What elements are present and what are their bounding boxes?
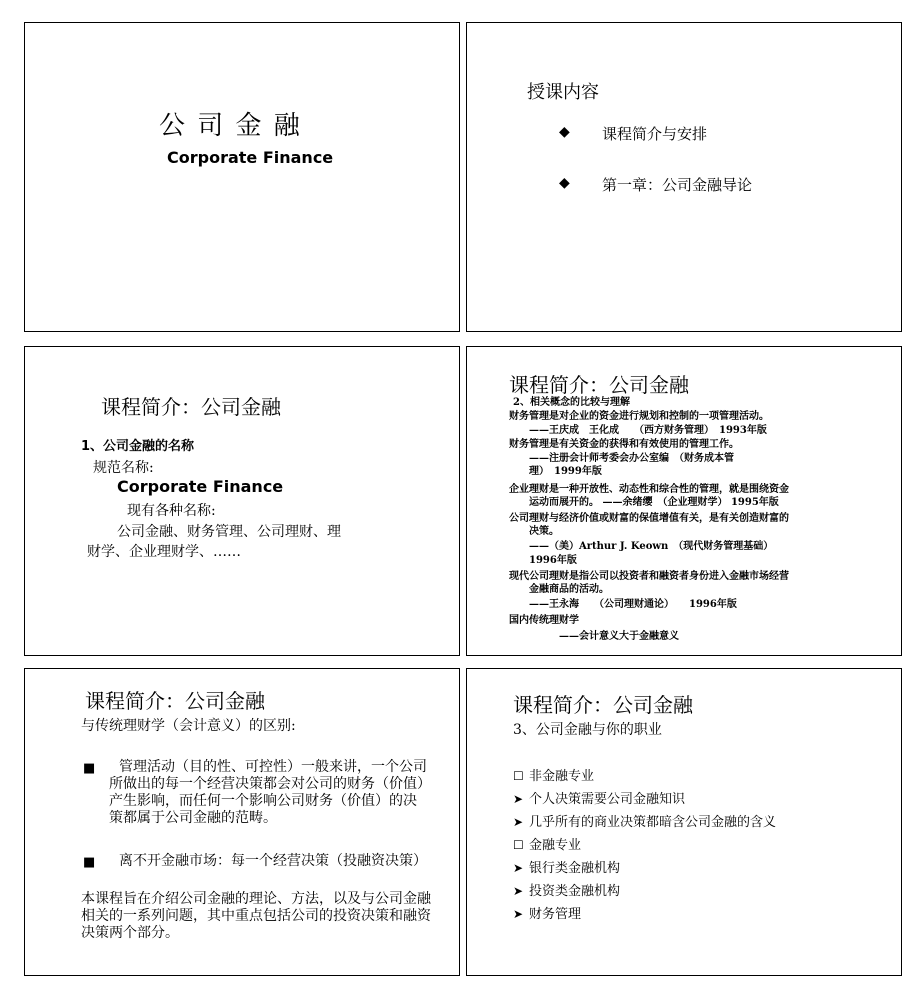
arrow-bullet-icon: ➤	[513, 884, 524, 898]
arrow-bullet-icon: ➤	[513, 861, 524, 875]
slide-4-title: 课程简介：公司金融	[509, 373, 689, 397]
slide-6-title: 课程简介：公司金融	[513, 693, 693, 717]
arrow-bullet-icon: ➤	[513, 792, 524, 806]
slide-3-names-label: 现有各种名称:	[127, 503, 216, 519]
slide-3-section: 1、公司金融的名称	[81, 439, 195, 454]
slide-4-line: ——王庆成 王化成 （西方财务管理） 1993年版	[529, 425, 767, 436]
slide-3-standard-label: 规范名称:	[93, 460, 154, 476]
slide-4-line: ——（美）Arthur J. Keown （现代财务管理基础）	[529, 541, 774, 552]
slide-4-line: 国内传统理财学	[509, 615, 579, 626]
slide-4-line: 决策。	[529, 526, 559, 537]
arrow-bullet-icon: ➤	[513, 815, 524, 829]
slide-4-line: 财务管理是对企业的资金进行规划和控制的一项管理活动。	[509, 411, 769, 422]
diamond-bullet-icon: ◆	[559, 124, 570, 140]
slide-5-paragraph: 本课程旨在介绍公司金融的理论、方法，以及与公司金融相关的一系列问题，其中重点包括公司的投资决策和融资决策两个部分。	[81, 891, 431, 941]
slide-4-line: 现代公司理财是指公司以投资者和融资者身份进入金融市场经营	[509, 571, 789, 582]
slide-5-bullet-2: 离不开金融市场：每一个经营决策（投融资决策）	[119, 853, 427, 869]
slide-3	[24, 346, 460, 656]
slide-2-item-2: 第一章：公司金融导论	[602, 176, 753, 194]
slide-6-item: ➤ 财务管理	[513, 907, 582, 922]
slide-6-item: ☐ 非金融专业	[513, 769, 595, 784]
slide-6-item: ➤ 个人决策需要公司金融知识	[513, 792, 686, 807]
slide-1-title-cn: 公 司 金 融	[159, 111, 302, 141]
slide-3-title: 课程简介：公司金融	[101, 395, 281, 419]
slide-2-title: 授课内容	[527, 82, 599, 103]
arrow-bullet-icon: ➤	[513, 907, 524, 921]
square-bullet-icon: ■	[83, 761, 96, 776]
checkbox-icon: ☐	[513, 838, 524, 852]
slide-4-line: ——注册会计师考委会办公室编 （财务成本管	[529, 453, 734, 464]
slide-4-line: 公司理财与经济价值或财富的保值增值有关，是有关创造财富的	[509, 513, 789, 524]
slide-4-line: 财务管理是有关资金的获得和有效使用的管理工作。	[509, 439, 739, 450]
slide-2-item-1: 课程简介与安排	[602, 125, 708, 143]
slide-1	[24, 22, 460, 332]
slide-6-item: ➤ 银行类金融机构	[513, 861, 621, 876]
slide-5-title: 课程简介：公司金融	[85, 689, 265, 713]
slide-6	[466, 668, 902, 976]
slide-5-bullet-1: 管理活动（目的性、可控性）一般来讲，一个公司所做出的每一个经营决策都会对公司的财务（价值）产生影响，而任何一个影响公司财务（价值）的决策都属于公司金融的范畴。	[109, 759, 427, 826]
slide-4-line: ——王永海 （公司理财通论） 1996年版	[529, 599, 737, 610]
square-bullet-icon: ■	[83, 855, 96, 870]
slide-6-item: ☐ 金融专业	[513, 838, 582, 853]
slide-4-line: 运动而展开的。 ——余绪缨 （企业理财学） 1995年版	[529, 497, 779, 508]
slide-4-line: 企业理财是一种开放性、动态性和综合性的管理，就是围绕资金	[509, 484, 789, 495]
slide-4-line: 1996年版	[529, 555, 577, 566]
slide-1-title-en: Corporate Finance	[167, 148, 334, 167]
checkbox-icon: ☐	[513, 769, 524, 783]
slide-2	[466, 22, 902, 332]
slide-6-item: ➤ 几乎所有的商业决策都暗含公司金融的含义	[513, 815, 777, 830]
slide-3-standard-name: Corporate Finance	[117, 477, 284, 496]
slide-4-line: 金融商品的活动。	[529, 584, 609, 595]
slide-4	[466, 346, 902, 656]
diamond-bullet-icon: ◆	[559, 175, 570, 191]
slide-3-names-line-1: 公司金融、财务管理、公司理财、理	[117, 524, 341, 540]
slide-3-names-line-2: 财学、企业理财学、……	[87, 544, 241, 560]
slide-6-item: ➤ 投资类金融机构	[513, 884, 621, 899]
slide-4-line: ——会计意义大于金融意义	[559, 631, 679, 642]
slide-5	[24, 668, 460, 976]
slide-4-section: 2、相关概念的比较与理解	[513, 397, 630, 408]
slide-5-subtitle: 与传统理财学（会计意义）的区别:	[81, 718, 296, 734]
slide-4-line: 理） 1999年版	[529, 466, 602, 477]
slide-6-subtitle: 3、公司金融与你的职业	[513, 722, 662, 738]
